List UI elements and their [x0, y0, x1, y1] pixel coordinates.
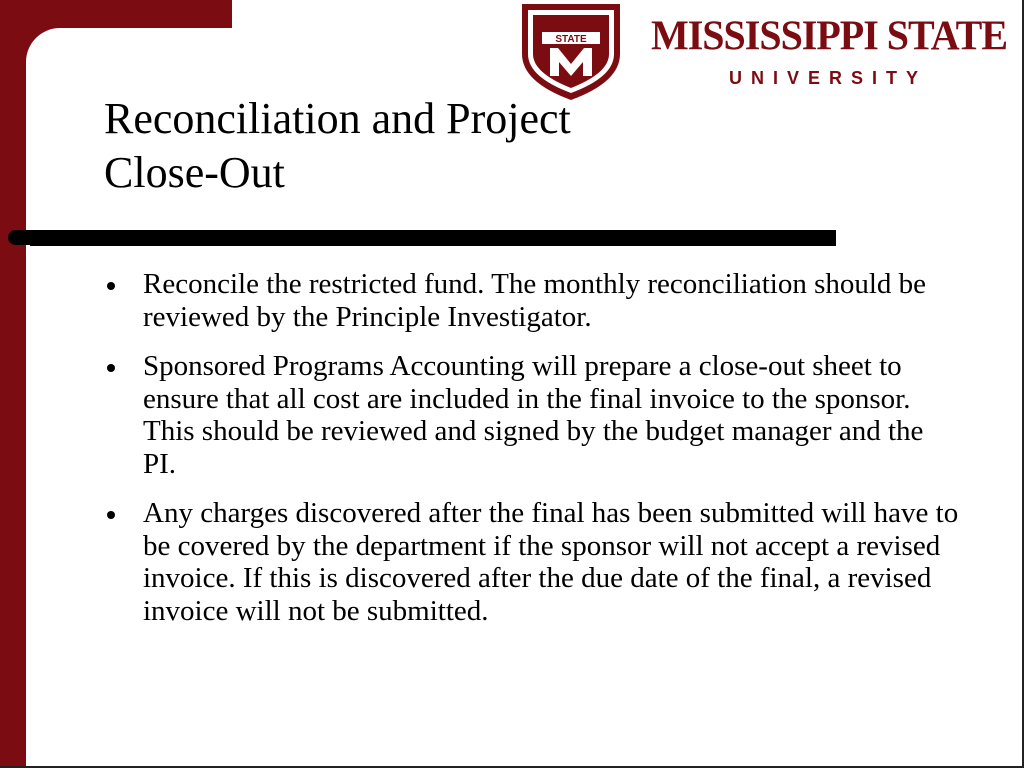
- bullet-text: Reconcile the restricted fund. The monthly reconciliation should be reviewed by the Principle Investigator.: [143, 268, 927, 333]
- shield-text: STATE: [555, 34, 587, 45]
- title-rule: [30, 230, 836, 246]
- bullet-text: Sponsored Programs Accounting will prepare a close-out sheet to ensure that all cost are included in the final invoice to the sponsor. This should be reviewed and signed by the budget manager and the PI.: [143, 350, 924, 480]
- bullet-dot: [107, 364, 115, 372]
- bullet-list: [102, 268, 962, 644]
- logo-wordmark: MISSISSIPPI STATE: [650, 11, 1008, 60]
- bullet-item: [102, 497, 962, 627]
- bullet-item: [102, 268, 962, 333]
- msu-shield-logo: [520, 2, 622, 102]
- title-line-2: Close-Out: [104, 148, 285, 197]
- bullet-item: [102, 350, 962, 480]
- bullet-text: Any charges discovered after the final has been submitted will have to be covered by the department if the sponsor will not accept a revised invoice. If this is discovered after the due date of the final, a revised invoice will not be submitted.: [143, 497, 959, 627]
- title-line-1: Reconciliation and Project: [104, 94, 571, 143]
- top-border-bar: [0, 0, 232, 28]
- slide-title: [104, 92, 704, 200]
- bullet-dot: [107, 511, 115, 519]
- left-border-bar: [0, 0, 26, 768]
- logo-subtitle: UNIVERSITY: [728, 68, 928, 88]
- bullet-dot: [107, 282, 115, 290]
